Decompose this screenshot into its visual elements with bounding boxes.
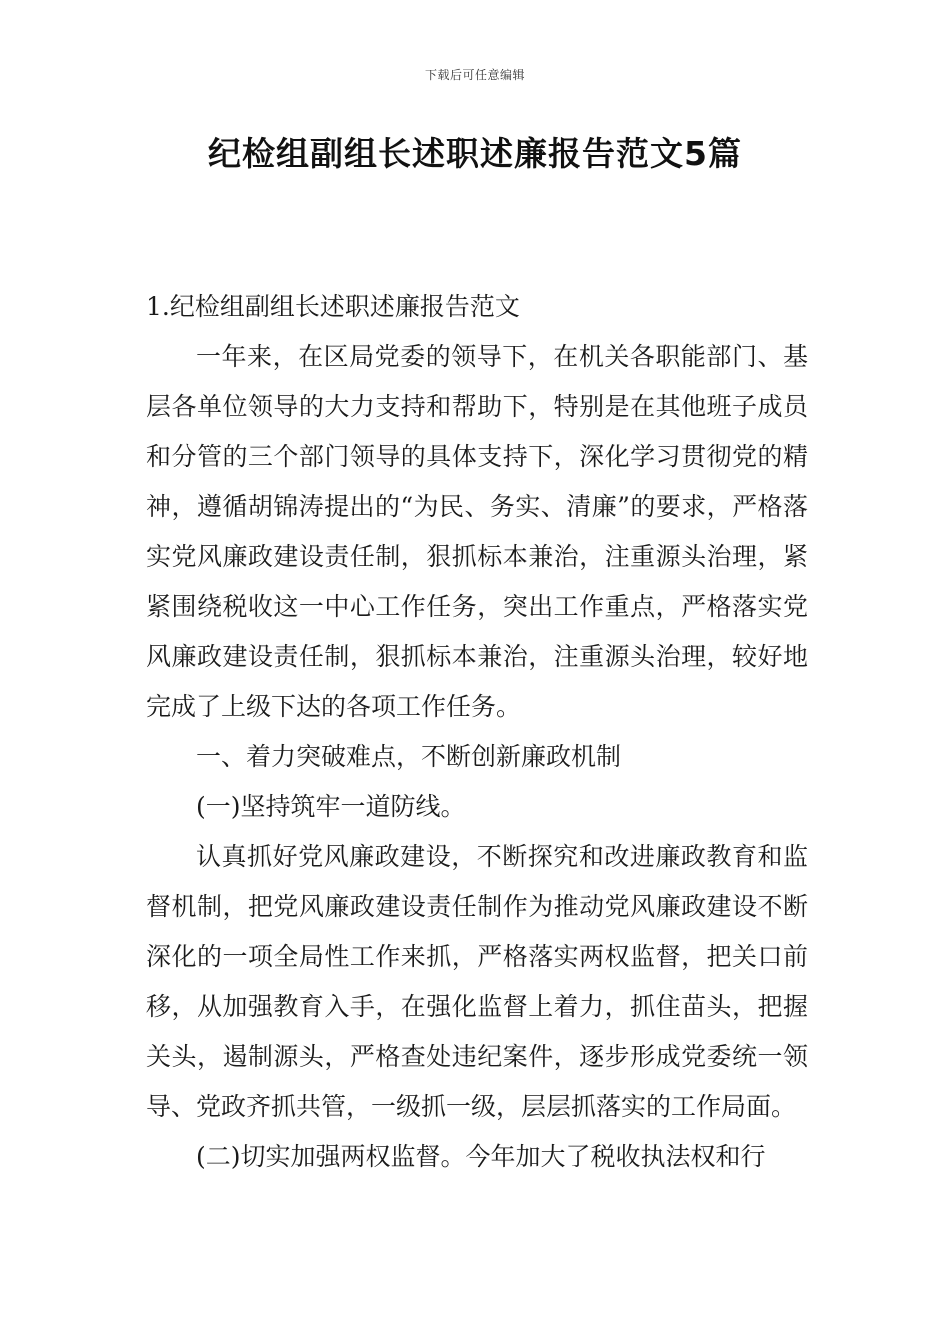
document-body xyxy=(146,282,808,1182)
header-note: 下载后可任意编辑 xyxy=(424,68,525,82)
subheading-item-one: (一)坚持筑牢一道防线。 xyxy=(196,792,466,821)
subheading-item-two: (二)切实加强两权监督。今年加大了税收执法权和行 xyxy=(196,1142,766,1171)
paragraph-supervision: 认真抓好党风廉政建设，不断探究和改进廉政教育和监督机制，把党风廉政建设责任制作为推动党风廉政建设不断深化的一项全局性工作来抓，严格落实两权监督，把关口前移，从加强教育入手，在强化监督上着力，抓住苗头，把握关头，遏制源头，严格查处违纪案件，逐步形成党委统一领导、党政齐抓共管，一级抓一级，层层抓落实的工作局面。 xyxy=(146,842,808,1121)
section-heading: 1.纪检组副组长述职述廉报告范文 xyxy=(146,292,520,321)
document-title: 纪检组副组长述职述廉报告范文5篇 xyxy=(208,134,742,173)
subheading-part-one: 一、着力突破难点，不断创新廉政机制 xyxy=(196,742,622,771)
paragraph-intro: 一年来，在区局党委的领导下，在机关各职能部门、基层各单位领导的大力支持和帮助下，特别是在其他班子成员和分管的三个部门领导的具体支持下，深化学习贯彻党的精神，遵循胡锦涛提出的“为民、务实、清廉”的要求，严格落实党风廉政建设责任制，狠抓标本兼治，注重源头治理，紧紧围绕税收这一中心工作任务，突出工作重点，严格落实党风廉政建设责任制，狠抓标本兼治，注重源头治理，较好地完成了上级下达的各项工作任务。 xyxy=(146,342,808,721)
